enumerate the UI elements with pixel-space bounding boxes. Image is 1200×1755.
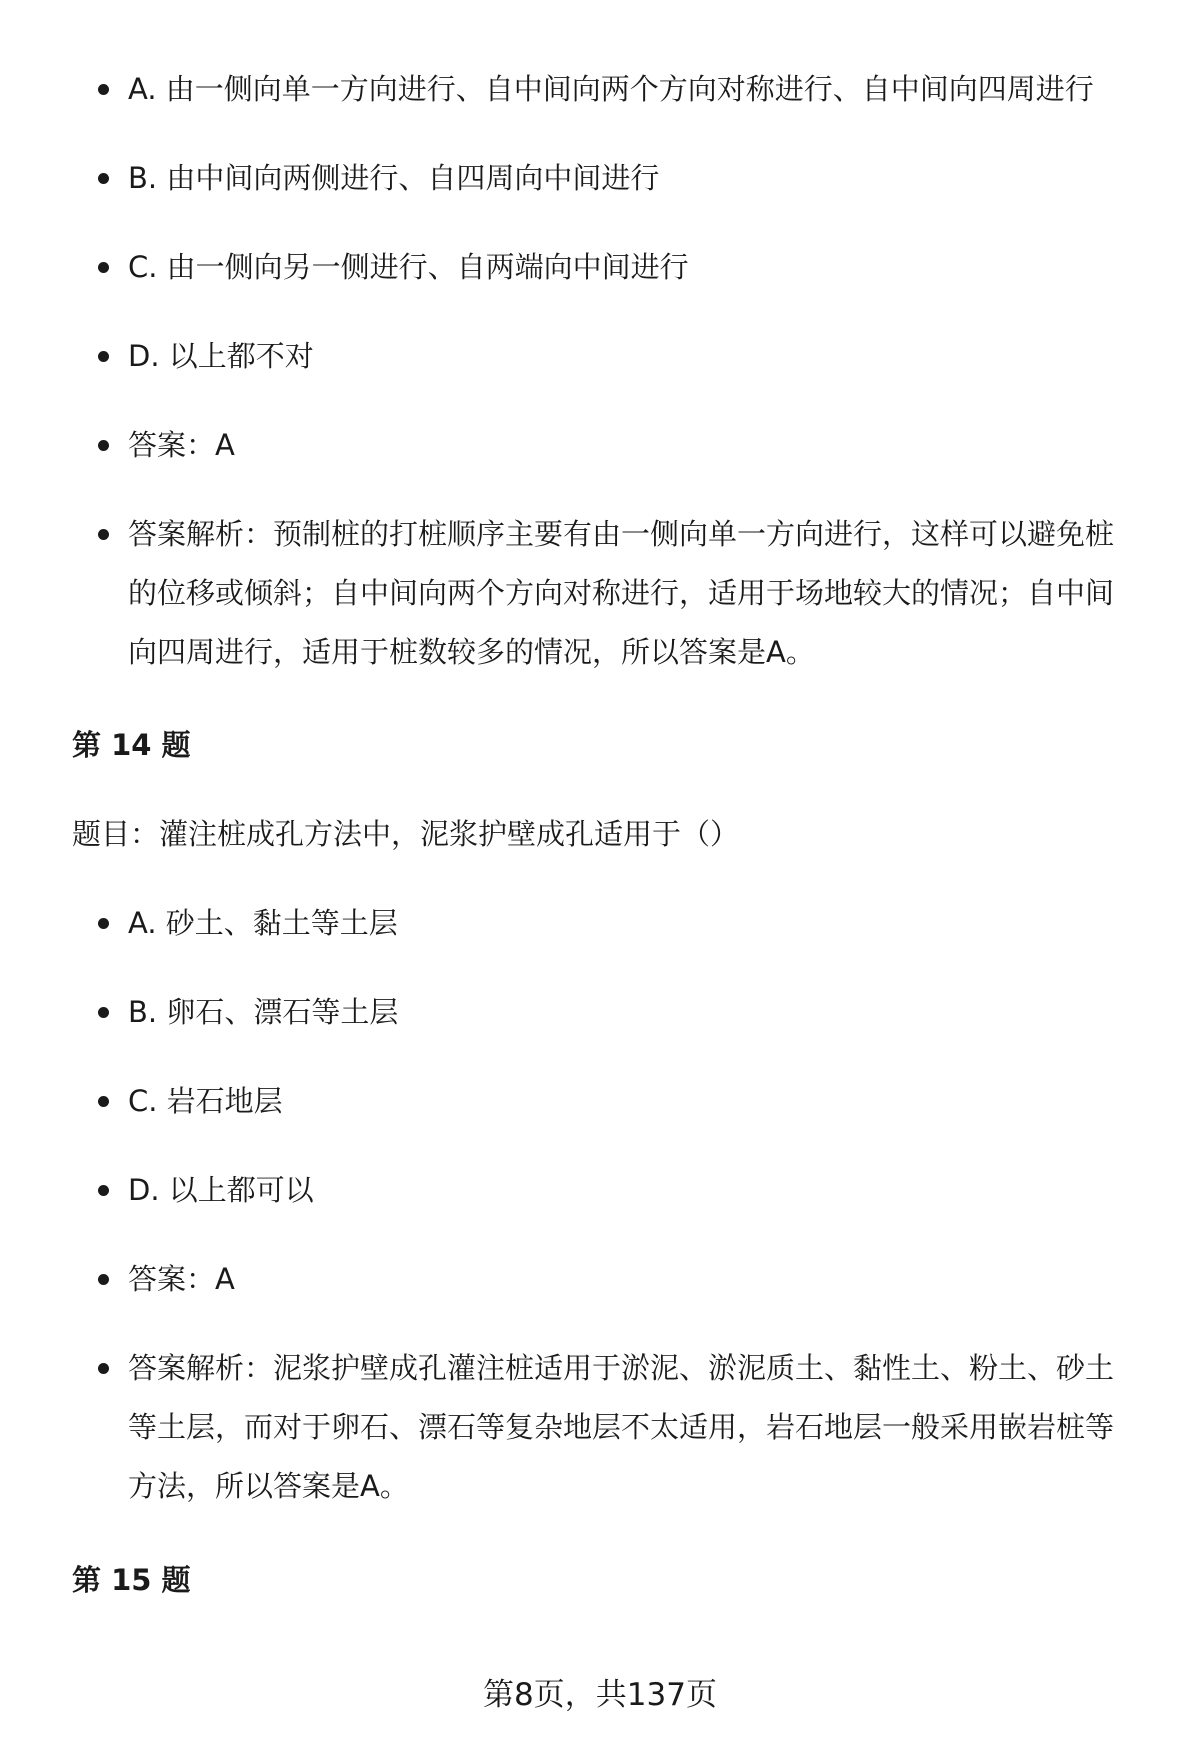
q13-option-list [0,60,1200,682]
q14-option-c: C. 岩石地层 [0,1072,1200,1131]
q14-question: 题目：灌注桩成孔方法中，泥浆护壁成孔适用于（） [72,817,740,851]
q14-option-b: B. 卵石、漂石等土层 [0,983,1200,1042]
q14-answer: 答案：A [0,1250,1200,1309]
q14-option-list [0,894,1200,1516]
q13-explanation: 答案解析：预制桩的打桩顺序主要有由一侧向单一方向进行，这样可以避免桩的位移或倾斜；自中间向两个方向对称进行，适用于场地较大的情况；自中间向四周进行，适用于桩数较多的情况，所以答案是A。 [0,505,1200,682]
q14-heading: 第 14 题 [72,728,191,762]
q14-option-d: D. 以上都可以 [0,1161,1200,1220]
q14-explanation: 答案解析：泥浆护壁成孔灌注桩适用于淤泥、淤泥质土、黏性土、粉土、砂土等土层，而对于卵石、漂石等复杂地层不太适用，岩石地层一般采用嵌岩桩等方法，所以答案是A。 [0,1339,1200,1516]
q15-heading: 第 15 题 [72,1563,191,1597]
q13-answer: 答案：A [0,416,1200,475]
q14-option-a: A. 砂土、黏土等土层 [0,894,1200,953]
page-number-footer: 第8页，共137页 [483,1677,717,1713]
q13-option-a: A. 由一侧向单一方向进行、自中间向两个方向对称进行、自中间向四周进行 [0,60,1200,119]
q13-option-d: D. 以上都不对 [0,327,1200,386]
q13-option-b: B. 由中间向两侧进行、自四周向中间进行 [0,149,1200,208]
q13-option-c: C. 由一侧向另一侧进行、自两端向中间进行 [0,238,1200,297]
